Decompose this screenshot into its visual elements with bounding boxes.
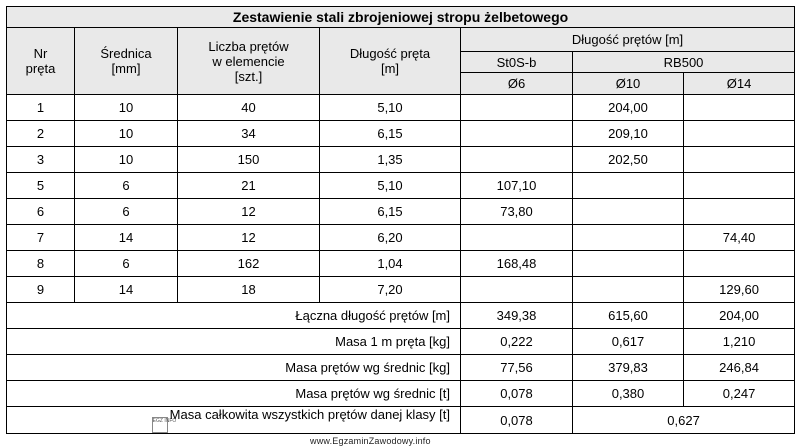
summary-d14: 1,210 xyxy=(684,329,795,355)
cell-dlugosc: 6,15 xyxy=(320,199,461,225)
cell-dlugosc: 6,15 xyxy=(320,121,461,147)
cell-dlugosc: 5,10 xyxy=(320,95,461,121)
summary-d14: 204,00 xyxy=(684,303,795,329)
cell-srednica: 6 xyxy=(75,199,178,225)
table-row xyxy=(7,225,795,251)
cell-d14 xyxy=(684,147,795,173)
cell-d10 xyxy=(573,251,684,277)
summary-d14: 246,84 xyxy=(684,355,795,381)
cell-d10: 204,00 xyxy=(573,95,684,121)
table-title: Zestawienie stali zbrojeniowej stropu żelbetowego xyxy=(7,7,795,28)
cell-nr: 1 xyxy=(7,95,75,121)
cell-liczba: 162 xyxy=(178,251,320,277)
summary-d10: 0,617 xyxy=(573,329,684,355)
total-label-cell xyxy=(7,407,461,434)
cell-d14 xyxy=(684,121,795,147)
cell-dlugosc: 7,20 xyxy=(320,277,461,303)
header-srednica: Średnica [mm] xyxy=(75,28,178,95)
cell-d10: 202,50 xyxy=(573,147,684,173)
total-label: Masa całkowita wszystkich prętów danej klasy [t] xyxy=(169,407,450,422)
summary-d10: 379,83 xyxy=(573,355,684,381)
cell-liczba: 150 xyxy=(178,147,320,173)
cell-dlugosc: 5,10 xyxy=(320,173,461,199)
cell-d10 xyxy=(573,199,684,225)
cell-srednica: 14 xyxy=(75,225,178,251)
cell-dlugosc: 1,04 xyxy=(320,251,461,277)
cell-liczba: 21 xyxy=(178,173,320,199)
cell-srednica: 6 xyxy=(75,251,178,277)
cell-liczba: 12 xyxy=(178,225,320,251)
summary-d10: 0,380 xyxy=(573,381,684,407)
cell-nr: 2 xyxy=(7,121,75,147)
header-d10: Ø10 xyxy=(573,73,684,95)
total-rb500: 0,627 xyxy=(573,407,795,434)
cell-d10 xyxy=(573,225,684,251)
summary-row xyxy=(7,355,795,381)
summary-d14: 0,247 xyxy=(684,381,795,407)
summary-row xyxy=(7,329,795,355)
cell-d14 xyxy=(684,173,795,199)
header-dlugosc-pretow: Długość prętów [m] xyxy=(461,28,795,52)
table-row xyxy=(7,251,795,277)
cell-d6 xyxy=(461,121,573,147)
cell-srednica: 10 xyxy=(75,121,178,147)
cell-srednica: 10 xyxy=(75,95,178,121)
total-st0s: 0,078 xyxy=(461,407,573,434)
table-row xyxy=(7,173,795,199)
summary-d10: 615,60 xyxy=(573,303,684,329)
cell-nr: 8 xyxy=(7,251,75,277)
cell-liczba: 18 xyxy=(178,277,320,303)
table-row xyxy=(7,121,795,147)
cell-d10 xyxy=(573,173,684,199)
table-row xyxy=(7,95,795,121)
summary-d6: 349,38 xyxy=(461,303,573,329)
table-row xyxy=(7,199,795,225)
cell-nr: 3 xyxy=(7,147,75,173)
cell-d14: 74,40 xyxy=(684,225,795,251)
cell-liczba: 12 xyxy=(178,199,320,225)
header-rb500: RB500 xyxy=(573,52,795,73)
cell-srednica: 6 xyxy=(75,173,178,199)
watermark: www.EgzaminZawodowy.info xyxy=(310,436,431,446)
cell-d6 xyxy=(461,147,573,173)
cell-nr: 5 xyxy=(7,173,75,199)
summary-row xyxy=(7,303,795,329)
cell-d14: 129,60 xyxy=(684,277,795,303)
summary-row xyxy=(7,381,795,407)
cell-liczba: 34 xyxy=(178,121,320,147)
summary-d6: 0,222 xyxy=(461,329,573,355)
summary-label: Masa prętów wg średnic [t] xyxy=(7,381,461,407)
header-d6: Ø6 xyxy=(461,73,573,95)
summary-label: Masa 1 m pręta [kg] xyxy=(7,329,461,355)
cell-d14 xyxy=(684,251,795,277)
cell-dlugosc: 6,20 xyxy=(320,225,461,251)
stamp-icon: EGZ INFO xyxy=(152,417,168,433)
summary-d6: 77,56 xyxy=(461,355,573,381)
cell-d6 xyxy=(461,225,573,251)
header-liczba: Liczba prętów w elemencie [szt.] xyxy=(178,28,320,95)
cell-d6 xyxy=(461,277,573,303)
cell-dlugosc: 1,35 xyxy=(320,147,461,173)
cell-d6: 73,80 xyxy=(461,199,573,225)
cell-d14 xyxy=(684,95,795,121)
table-row xyxy=(7,147,795,173)
cell-nr: 7 xyxy=(7,225,75,251)
summary-label: Łączna długość prętów [m] xyxy=(7,303,461,329)
cell-d6 xyxy=(461,95,573,121)
summary-label: Masa prętów wg średnic [kg] xyxy=(7,355,461,381)
rebar-schedule-table xyxy=(6,6,795,434)
total-row xyxy=(7,407,795,434)
header-nr: Nr pręta xyxy=(7,28,75,95)
cell-d10 xyxy=(573,277,684,303)
cell-d6: 107,10 xyxy=(461,173,573,199)
cell-nr: 6 xyxy=(7,199,75,225)
header-dlugosc: Długość pręta [m] xyxy=(320,28,461,95)
cell-liczba: 40 xyxy=(178,95,320,121)
cell-d10: 209,10 xyxy=(573,121,684,147)
summary-d6: 0,078 xyxy=(461,381,573,407)
cell-d6: 168,48 xyxy=(461,251,573,277)
cell-d14 xyxy=(684,199,795,225)
cell-srednica: 10 xyxy=(75,147,178,173)
table-row xyxy=(7,277,795,303)
cell-srednica: 14 xyxy=(75,277,178,303)
header-d14: Ø14 xyxy=(684,73,795,95)
cell-nr: 9 xyxy=(7,277,75,303)
header-st0s: St0S-b xyxy=(461,52,573,73)
